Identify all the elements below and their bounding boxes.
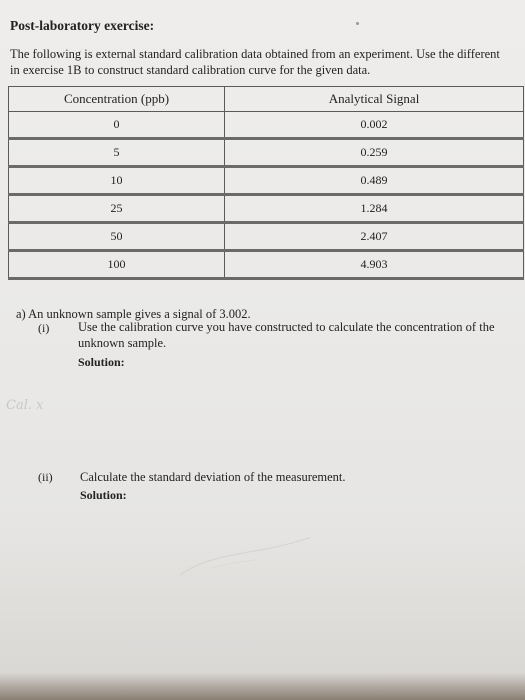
concentration-cell: 5 [9,139,225,167]
signal-cell: 1.284 [225,195,524,223]
table-row [9,167,524,195]
subquestion-ii-text: Calculate the standard deviation of the measurement. [80,470,346,484]
table-row [9,112,524,139]
table-row [9,195,524,223]
solution-label-i: Solution: [78,355,125,369]
calibration-table [8,86,524,280]
subquestion-ii-number: (ii) [38,470,53,484]
concentration-cell: 0 [9,112,225,139]
concentration-cell: 25 [9,195,225,223]
concentration-cell: 100 [9,251,225,279]
signal-cell: 0.489 [225,167,524,195]
concentration-cell: 50 [9,223,225,251]
exercise-intro: The following is external standard calibration data obtained from an experiment. Use the different in exercise 1B to construct standard calibration curve for the given data. [10,47,500,77]
signal-cell: 4.903 [225,251,524,279]
faint-handwriting: Cal. x [6,398,44,413]
exercise-heading: Post-laboratory exercise: [10,18,155,33]
table-row [9,251,524,279]
subquestion-i-text: Use the calibration curve you have constructed to calculate the concentration of the unknown sample. [78,320,495,350]
column-header-signal: Analytical Signal [225,87,524,112]
signal-cell: 2.407 [225,223,524,251]
faint-pencil-scribble [170,520,320,590]
column-header-concentration: Concentration (ppb) [9,87,225,112]
concentration-cell: 10 [9,167,225,195]
solution-label-ii: Solution: [80,488,127,502]
table-row [9,223,524,251]
ink-dot [356,22,359,25]
signal-cell: 0.002 [225,112,524,139]
table-header-row [9,87,524,112]
signal-cell: 0.259 [225,139,524,167]
question-a: a) An unknown sample gives a signal of 3.002. [16,307,251,321]
table-row [9,139,524,167]
subquestion-i-number: (i) [38,321,50,335]
